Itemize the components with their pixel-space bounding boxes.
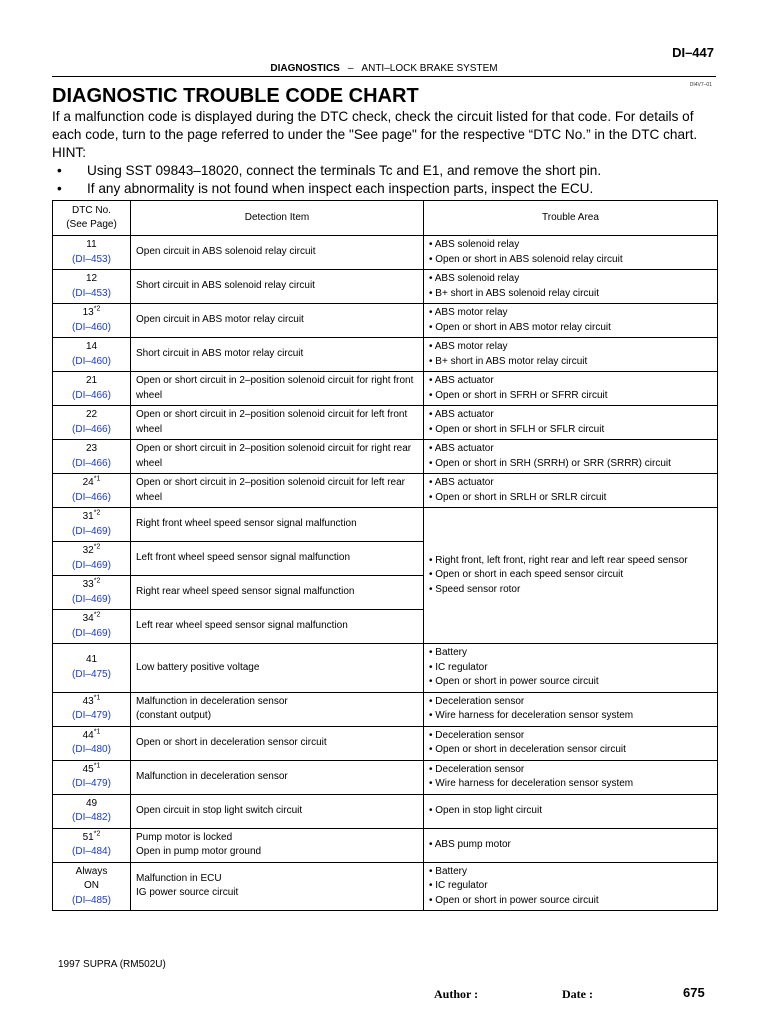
detection-item-text: (constant output) (136, 710, 212, 721)
trouble-area-cell (424, 828, 718, 862)
trouble-area-cell (424, 726, 718, 760)
see-page-link[interactable]: (DI–479) (72, 778, 111, 789)
dtc-code-cell (53, 692, 131, 726)
see-page-link[interactable]: (DI–466) (72, 423, 111, 435)
see-page-link[interactable]: (DI–466) (72, 491, 111, 503)
dtc-footnote-mark: *1 (93, 762, 101, 770)
table-row (53, 236, 718, 270)
footer-date-label: Date : (562, 987, 593, 1001)
dtc-code-cell (53, 542, 131, 576)
detection-item-text: Malfunction in deceleration sensor (136, 770, 288, 782)
dtc-code-cell (53, 338, 131, 372)
trouble-area-item: • Right front, left front, right rear and left rear speed sensor (429, 554, 688, 566)
detection-item-text: Left rear wheel speed sensor signal malfunction (136, 620, 348, 632)
dtc-code-cell (53, 270, 131, 304)
trouble-area-cell (424, 338, 718, 372)
trouble-area-item: • ABS actuator (429, 409, 494, 420)
trouble-area-cell (424, 862, 718, 911)
dtc-code: 41 (85, 654, 98, 666)
trouble-area-item: • ABS solenoid relay (429, 239, 520, 250)
intro-paragraph: If a malfunction code is displayed during the DTC check, check the circuit listed for that code. For details of each code, turn to the page referred to under the "See page" for the respective “DTC No.” in the DTC chart. (52, 109, 698, 142)
trouble-area-item: • ABS motor relay (429, 341, 508, 352)
detection-item-text: Open or short circuit in 2–position solenoid circuit for right front wheel (136, 375, 414, 401)
detection-item-text: Short circuit in ABS motor relay circuit (136, 348, 304, 360)
dtc-code-cell (53, 440, 131, 474)
dtc-no-header-line2: (See Page) (66, 219, 117, 230)
table-row (53, 794, 718, 828)
detection-item-cell (131, 692, 424, 726)
trouble-area-item: • Deceleration sensor (429, 729, 525, 741)
dtc-code: 21 (85, 375, 98, 386)
dtc-code: 45 (82, 763, 94, 775)
see-page-link[interactable]: (DI–453) (72, 287, 111, 299)
trouble-area-item: • Open or short in ABS solenoid relay circuit (429, 253, 623, 265)
detection-item-text: Open or short in deceleration sensor circuit (136, 736, 327, 748)
detection-item-text: Open circuit in ABS motor relay circuit (136, 314, 304, 326)
trouble-area-cell (424, 692, 718, 726)
dtc-code: 33 (82, 579, 94, 590)
trouble-area-item: • ABS motor relay (429, 307, 508, 318)
trouble-area-item: • Battery (429, 647, 467, 658)
detection-item-text: Malfunction in deceleration sensor (136, 695, 288, 707)
trouble-area-item: • ABS actuator (429, 443, 494, 454)
dtc-chart-table (52, 200, 718, 911)
detection-item-text: Open or short circuit in 2–position solenoid circuit for left front wheel (136, 409, 408, 435)
hint-list (52, 162, 718, 198)
table-row (53, 338, 718, 372)
header-separator: – (347, 63, 354, 74)
table-row (53, 304, 718, 338)
dtc-code-cell (53, 576, 131, 610)
table-row (53, 862, 718, 911)
dtc-code: 23 (85, 443, 98, 454)
section-name: DIAGNOSTICS (270, 63, 340, 74)
dtc-code-line (58, 306, 125, 321)
dtc-footnote-mark: *2 (93, 830, 101, 838)
detection-item-cell (131, 862, 424, 911)
dtc-footnote-mark: *1 (93, 694, 101, 702)
subsection-name: ANTI–LOCK BRAKE SYSTEM (361, 63, 498, 74)
dtc-code: 24 (82, 477, 94, 488)
header-rule (52, 76, 716, 77)
bullet-icon: • (57, 181, 62, 196)
dtc-code-line (58, 729, 125, 744)
detection-item-cell (131, 406, 424, 440)
trouble-area-item: • Battery (429, 865, 467, 877)
detection-item-text: Right front wheel speed sensor signal malfunction (136, 518, 357, 530)
dtc-code-cell (53, 862, 131, 911)
trouble-area-item: • ABS pump motor (429, 838, 511, 850)
running-header (0, 63, 768, 74)
table-row (53, 692, 718, 726)
trouble-area-cell (424, 760, 718, 794)
table-row (53, 726, 718, 760)
detection-item-text: Open or short circuit in 2–position solenoid circuit for right rear wheel (136, 443, 412, 469)
detection-item-text: IG power source circuit (136, 887, 239, 899)
trouble-area-item: • Open in stop light circuit (429, 804, 542, 816)
detection-item-header: Detection Item (131, 201, 424, 236)
dtc-code: ON (84, 880, 99, 891)
table-row (53, 440, 718, 474)
detection-item-cell (131, 372, 424, 406)
detection-item-text: Short circuit in ABS solenoid relay circuit (136, 280, 315, 292)
trouble-area-item: • ABS actuator (429, 375, 494, 386)
table-row (53, 508, 718, 542)
detection-item-cell (131, 270, 424, 304)
see-page-link[interactable]: (DI–480) (72, 744, 111, 755)
dtc-footnote-mark: *1 (93, 475, 101, 483)
dtc-code-cell (53, 372, 131, 406)
dtc-footnote-mark: *2 (93, 611, 101, 619)
table-row (53, 406, 718, 440)
see-page-link[interactable]: (DI–482) (72, 812, 111, 823)
dtc-code-line (58, 476, 125, 491)
dtc-code-line (58, 510, 125, 525)
see-page-link[interactable]: (DI–479) (72, 710, 111, 721)
table-row (53, 644, 718, 693)
detection-item-cell (131, 576, 424, 610)
dtc-code-cell (53, 726, 131, 760)
trouble-area-item: • B+ short in ABS motor relay circuit (429, 355, 588, 367)
see-page-link[interactable]: (DI–469) (72, 627, 111, 639)
trouble-area-cell (424, 270, 718, 304)
trouble-area-item: • Open or short in SFRH or SFRR circuit (429, 389, 608, 401)
document-code: DI4V7–01 (689, 82, 712, 88)
trouble-area-item: • Open or short in power source circuit (429, 894, 599, 906)
dtc-code: 22 (85, 409, 98, 420)
trouble-area-item: • IC regulator (429, 880, 488, 891)
trouble-area-cell (424, 508, 718, 644)
table-row (53, 760, 718, 794)
dtc-code: 13 (82, 307, 94, 318)
dtc-code-line (58, 695, 125, 710)
trouble-area-item: • Deceleration sensor (429, 695, 525, 707)
dtc-footnote-mark: *2 (93, 509, 101, 517)
detection-item-cell (131, 760, 424, 794)
dtc-code-cell (53, 304, 131, 338)
detection-item-cell (131, 610, 424, 644)
trouble-area-item: • ABS solenoid relay (429, 273, 520, 284)
dtc-code-line (58, 831, 125, 846)
dtc-code-line (58, 544, 125, 559)
trouble-area-item: • Open or short in deceleration sensor circuit (429, 744, 626, 755)
dtc-footnote-mark: *2 (93, 577, 101, 585)
trouble-area-cell (424, 304, 718, 338)
footer-model: 1997 SUPRA (RM502U) (58, 959, 166, 970)
intro-section (52, 108, 718, 198)
trouble-area-item: • Speed sensor rotor (429, 583, 521, 595)
trouble-area-cell (424, 406, 718, 440)
trouble-area-item: • Open or short in SRLH or SRLR circuit (429, 491, 607, 503)
trouble-area-cell (424, 440, 718, 474)
trouble-area-item: • Open or short in ABS motor relay circuit (429, 321, 611, 333)
trouble-area-item: • ABS actuator (429, 477, 494, 488)
dtc-code-cell (53, 406, 131, 440)
dtc-code-line (58, 612, 125, 627)
dtc-code: 51 (82, 831, 94, 843)
detection-item-cell (131, 828, 424, 862)
hint-item (52, 162, 718, 180)
detection-item-cell (131, 474, 424, 508)
dtc-code-cell (53, 236, 131, 270)
see-page-link[interactable]: (DI–466) (72, 389, 111, 401)
bullet-icon: • (57, 163, 62, 178)
dtc-code-cell (53, 794, 131, 828)
see-page-link[interactable]: (DI–460) (72, 355, 111, 367)
dtc-code-cell (53, 474, 131, 508)
dtc-code: 49 (85, 797, 98, 809)
trouble-area-item: • Open or short in SRH (SRRH) or SRR (SRRR) circuit (429, 457, 671, 469)
dtc-code-cell (53, 644, 131, 693)
trouble-area-cell (424, 474, 718, 508)
hint-item (52, 180, 718, 198)
detection-item-text: Right rear wheel speed sensor signal malfunction (136, 586, 355, 598)
trouble-area-item: • B+ short in ABS solenoid relay circuit (429, 287, 599, 299)
dtc-code: 12 (85, 273, 98, 284)
hint-text: If any abnormality is not found when inspect each inspection parts, inspect the ECU. (87, 181, 594, 196)
detection-item-text: Malfunction in ECU (136, 872, 222, 884)
see-page-link[interactable]: (DI–453) (72, 253, 111, 265)
trouble-area-cell (424, 236, 718, 270)
dtc-code-cell (53, 760, 131, 794)
see-page-link[interactable]: (DI–466) (72, 457, 111, 469)
trouble-area-cell (424, 644, 718, 693)
detection-item-cell (131, 794, 424, 828)
dtc-footnote-mark: *1 (93, 728, 101, 736)
detection-item-text: Open circuit in stop light switch circuit (136, 804, 303, 816)
dtc-code: 32 (82, 545, 94, 556)
trouble-area-item: • Deceleration sensor (429, 763, 525, 775)
trouble-area-header: Trouble Area (424, 201, 718, 236)
dtc-code: 31 (82, 511, 94, 522)
detection-item-cell (131, 304, 424, 338)
see-page-link[interactable]: (DI–484) (72, 846, 111, 857)
dtc-code: 14 (85, 341, 98, 352)
detection-item-cell (131, 440, 424, 474)
detection-item-cell (131, 726, 424, 760)
detection-item-cell (131, 338, 424, 372)
detection-item-cell (131, 542, 424, 576)
dtc-code-line (58, 763, 125, 778)
see-page-link[interactable]: (DI–475) (72, 668, 111, 680)
trouble-area-cell (424, 794, 718, 828)
table-row (53, 828, 718, 862)
dtc-footnote-mark: *2 (93, 305, 101, 313)
see-page-link[interactable]: (DI–469) (72, 593, 111, 605)
dtc-code-cell (53, 610, 131, 644)
hint-label: HINT: (52, 145, 86, 160)
page-title: DIAGNOSTIC TROUBLE CODE CHART (52, 85, 419, 107)
trouble-area-item: • Wire harness for deceleration sensor system (429, 778, 634, 789)
dtc-code-cell (53, 508, 131, 542)
detection-item-text: Open circuit in ABS solenoid relay circuit (136, 246, 316, 258)
trouble-area-item: • Open or short in power source circuit (429, 676, 599, 687)
dtc-no-header (53, 201, 131, 236)
detection-item-text: Pump motor is locked (136, 831, 233, 843)
detection-item-text: Left front wheel speed sensor signal malfunction (136, 552, 351, 564)
see-page-link[interactable]: (DI–469) (72, 525, 111, 537)
detection-item-text: Open or short circuit in 2–position solenoid circuit for left rear wheel (136, 477, 406, 503)
table-row (53, 372, 718, 406)
trouble-area-item: • Open or short in each speed sensor circuit (429, 569, 624, 581)
footer-author-label: Author : (434, 987, 479, 1001)
detection-item-cell (131, 236, 424, 270)
see-page-link[interactable]: (DI–485) (72, 894, 111, 906)
trouble-area-cell (424, 372, 718, 406)
detection-item-cell (131, 508, 424, 542)
dtc-code: 43 (82, 695, 94, 707)
hint-text: Using SST 09843–18020, connect the terminals Tc and E1, and remove the short pin. (87, 163, 602, 178)
dtc-code: 44 (82, 729, 94, 741)
dtc-code: 11 (86, 239, 97, 250)
dtc-no-header-line1: DTC No. (72, 204, 111, 216)
table-row (53, 474, 718, 508)
detection-item-text: Low battery positive voltage (136, 661, 260, 673)
trouble-area-item: • Open or short in SFLH or SFLR circuit (429, 423, 605, 435)
see-page-link[interactable]: (DI–469) (72, 559, 111, 571)
dtc-table-body (53, 236, 718, 911)
trouble-area-item: • Wire harness for deceleration sensor system (429, 710, 634, 721)
dtc-footnote-mark: *2 (93, 543, 101, 551)
trouble-area-item: • IC regulator (429, 661, 488, 673)
detection-item-text: Open in pump motor ground (136, 846, 262, 857)
dtc-code: 34 (82, 613, 94, 624)
footer-page-number: 675 (683, 985, 705, 1000)
table-header-row (53, 201, 718, 236)
dtc-code-cell (53, 828, 131, 862)
see-page-link[interactable]: (DI–460) (72, 321, 111, 333)
table-row (53, 270, 718, 304)
dtc-code: Always (75, 865, 108, 877)
dtc-code-line (58, 578, 125, 593)
page-number: DI–447 (672, 45, 714, 60)
detection-item-cell (131, 644, 424, 693)
